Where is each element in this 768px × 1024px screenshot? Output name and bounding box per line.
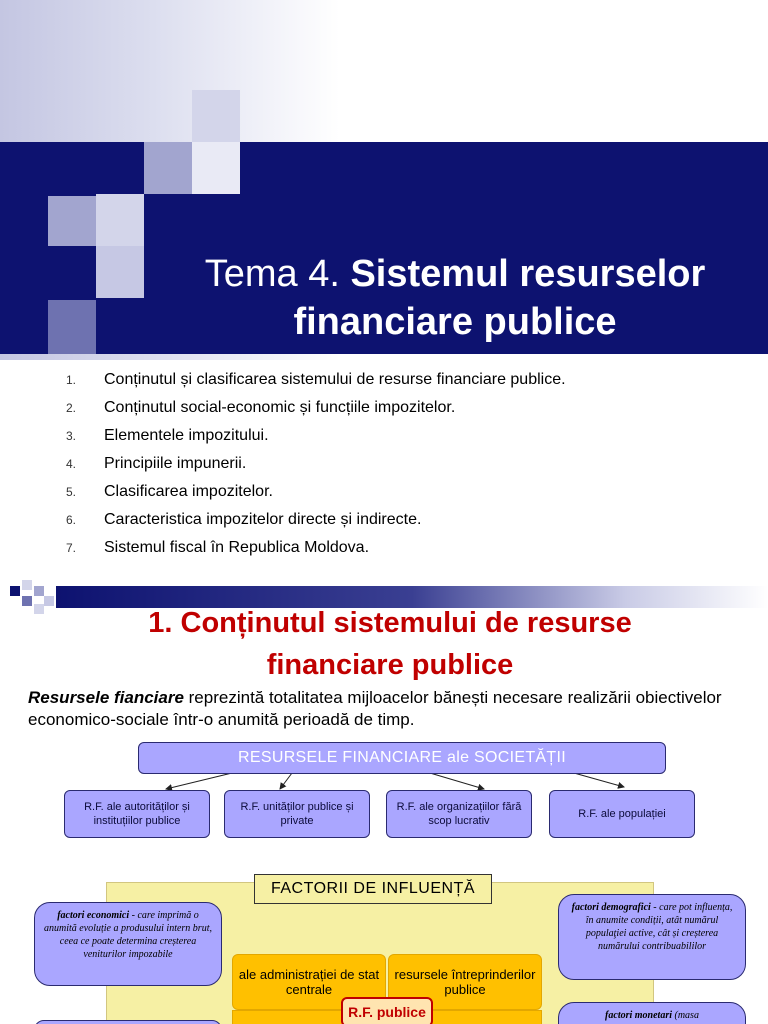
item-number: 5. bbox=[66, 485, 77, 499]
deco-square bbox=[48, 196, 96, 246]
list-item bbox=[66, 450, 566, 478]
demographic-factors-box bbox=[558, 894, 746, 980]
item-text: Conținutul social-economic și funcțiile impozitelor. bbox=[104, 399, 456, 416]
item-number: 1. bbox=[66, 373, 77, 387]
deco-square bbox=[96, 246, 144, 298]
definition-text: reprezintă totalitatea mijloacelor bănești necesare realizării obiectivelor economico-sociale într-o anumită perioadă de timp. bbox=[28, 688, 722, 729]
factors-title: FACTORII DE INFLUENȚĂ bbox=[254, 874, 492, 904]
economic-factors-box bbox=[34, 902, 222, 986]
slide-1-title bbox=[150, 250, 760, 346]
item-text: Caracteristica impozitelor directe și indirecte. bbox=[104, 511, 422, 528]
demographic-factors-term: factori demografici bbox=[571, 902, 651, 913]
monetary-factors-term: factori monetari bbox=[605, 1010, 672, 1021]
arrow bbox=[166, 773, 232, 789]
deco-square bbox=[192, 90, 240, 142]
item-text: Clasificarea impozitelor. bbox=[104, 483, 273, 500]
list-item bbox=[66, 478, 566, 506]
factor-box-partial bbox=[34, 1020, 222, 1024]
arrow bbox=[430, 773, 484, 789]
item-number: 2. bbox=[66, 401, 77, 415]
item-text: Principiile impunerii. bbox=[104, 455, 247, 472]
units-resources-box: R.F. unităților publice și private bbox=[224, 790, 370, 838]
title-bold-line1: Sistemul resurselor bbox=[350, 253, 706, 295]
title-line1: 1. Conținutul sistemului de resurse bbox=[148, 607, 632, 639]
deco-square bbox=[192, 142, 240, 194]
item-number: 4. bbox=[66, 457, 77, 471]
monetary-factors-text: (masa bbox=[672, 1010, 699, 1021]
item-number: 7. bbox=[66, 541, 77, 555]
population-resources-box: R.F. ale populației bbox=[549, 790, 695, 838]
public-enterprises-box: resursele întreprinderilor publice bbox=[388, 954, 542, 1010]
title-line2: financiare publice bbox=[266, 649, 514, 681]
deco-square bbox=[48, 300, 96, 354]
arrow bbox=[280, 773, 292, 789]
item-text: Sistemul fiscal în Republica Moldova. bbox=[104, 539, 370, 556]
title-prefix: Tema 4. bbox=[204, 253, 340, 295]
economic-factors-text: - care imprimă o anumită evoluție a produsului intern brut, ceea ce poate determina creșterea veniturilor impozabile bbox=[44, 910, 212, 960]
left-band-tab bbox=[0, 142, 48, 196]
title-bold-line2: financiare publice bbox=[293, 301, 617, 343]
list-item bbox=[66, 506, 566, 534]
deco-square bbox=[144, 142, 192, 194]
list-item bbox=[66, 422, 566, 450]
list-item bbox=[66, 534, 566, 562]
societal-resources-box: RESURSELE FINANCIARE ale SOCIETĂȚII bbox=[138, 742, 666, 774]
topic-list bbox=[66, 366, 566, 562]
list-item bbox=[66, 366, 566, 394]
item-number: 3. bbox=[66, 429, 77, 443]
item-text: Elementele impozitului. bbox=[104, 427, 269, 444]
deco-square bbox=[96, 194, 144, 246]
nonprofit-resources-box: R.F. ale organizațiilor fără scop lucrativ bbox=[386, 790, 532, 838]
slide-2 bbox=[0, 576, 768, 1024]
arrow bbox=[574, 773, 624, 787]
demographic-factors-text: - care pot influența, în anumite condiții, atât numărul populaţiei active, cât și creșterea numărului contribuabililor bbox=[585, 902, 733, 952]
central-administration-box: ale administrației de stat centrale bbox=[232, 954, 386, 1010]
item-text: Conținutul și clasificarea sistemului de resurse financiare publice. bbox=[104, 371, 566, 388]
definition-term: Resursele fianciare bbox=[28, 688, 184, 707]
economic-factors-term: factori economici bbox=[57, 910, 130, 921]
public-rf-box: R.F. publice bbox=[341, 997, 433, 1024]
item-number: 6. bbox=[66, 513, 77, 527]
authorities-resources-box: R.F. ale autorităților și instituțiilor publice bbox=[64, 790, 210, 838]
list-item bbox=[66, 394, 566, 422]
monetary-factors-box bbox=[558, 1002, 746, 1024]
